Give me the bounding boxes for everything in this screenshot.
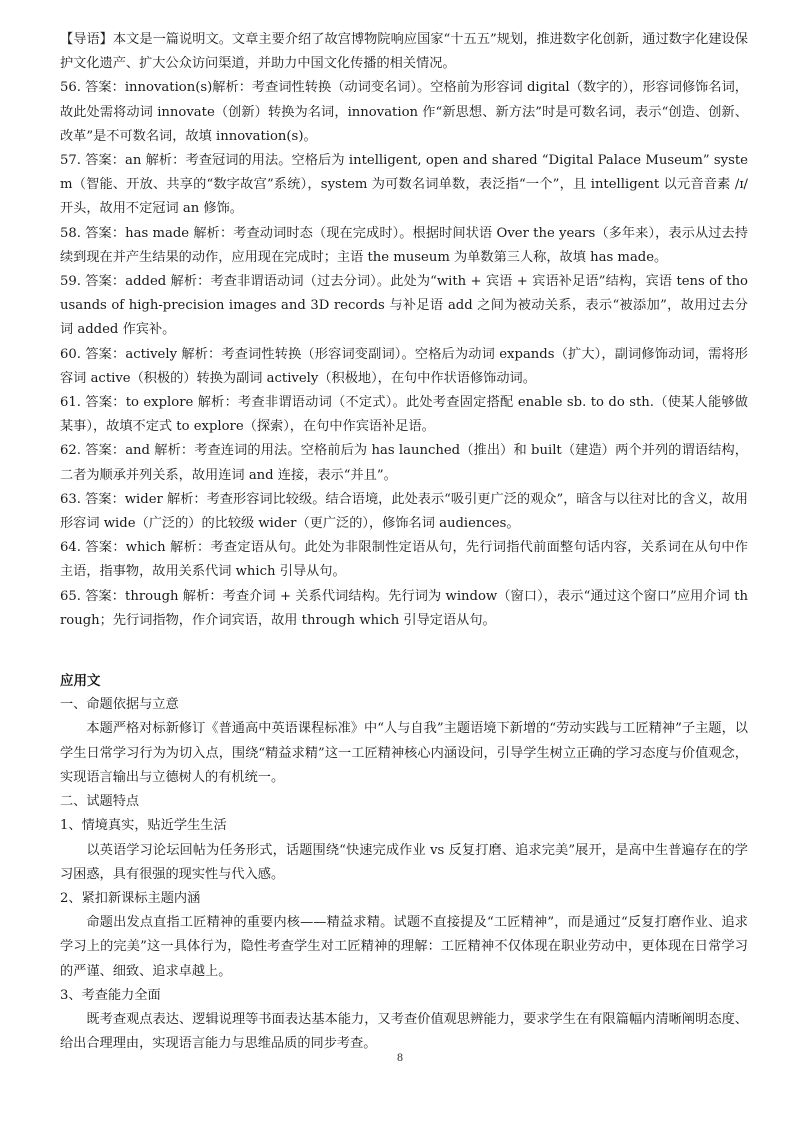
answer-65: 65. 答案：through 解析：考查介词 + 关系代词结构。先行词为 window（窗口），表示“通过这个窗口”应用介词 through；先行词指物，作介词宾语，故用 through which 引导定语从句。 (60, 588, 748, 628)
answer-63: 63. 答案：wider 解析：考查形容词比较级。结合语境，此处表示“吸引更广泛的观众”，暗含与以往对比的含义，故用形容词 wide（广泛的）的比较级 wider（更广泛的），修饰名词 audiences。 (60, 491, 748, 532)
point1-body: 以英语学习论坛回帖为任务形式，话题围绕“快速完成作业 vs 反复打磨、追求完美”展开，是高中生普遍存在的学习困惑，具有很强的现实性与代入感。 (60, 842, 748, 882)
part1-body: 本题严格对标新修订《普通高中英语课程标准》中“人与自我”主题语境下新增的“劳动实践与工匠精神”子主题，以学生日常学习行为为切入点，围绕“精益求精”这一工匠精神核心内涵设问，引导学生树立正确的学习态度与价值观念，实现语言输出与立德树人的有机统一。 (60, 721, 748, 785)
point2-title: 2、紧扣新课标主题内涵 (60, 890, 201, 906)
section-gap (60, 633, 748, 669)
answer-64: 64. 答案：which 解析：考查定语从句。此处为非限制性定语从句，先行词指代前面整句话内容，关系词在从句中作主语，指事物，故用关系代词 which 引导从句。 (60, 540, 748, 580)
point3-title: 3、考查能力全面 (60, 987, 161, 1003)
answer-59: 59. 答案：added 解析：考查非谓语动词（过去分词）。此处为“with + 宾语 + 宾语补足语”结构，宾语 tens of thousands of high-precision images and 3D records 与补足语 add 之间为被动关系，表示“被添加”，故用过去分词 added 作宾补。 (60, 274, 748, 338)
section-title: 应用文 (60, 673, 101, 690)
point2-body: 命题出发点直指工匠精神的重要内核——精益求精。试题不直接提及“工匠精神”，而是通过“反复打磨作业、追求学习上的完美”这一具体行为，隐性考查学生对工匠精神的理解：工匠精神不仅体现在职业劳动中，更体现在日常学习的严谨、细致、追求卓越上。 (60, 915, 748, 979)
answer-62: 62. 答案：and 解析：考查连词的用法。空格前后为 has launched（推出）和 built（建造）两个并列的谓语结构，二者为顺承并列关系，故用连词 and 连接，表示“并且”。 (60, 443, 748, 483)
point3-body: 既考查观点表达、逻辑说理等书面表达基本能力，又考查价值观思辨能力，要求学生在有限篇幅内清晰阐明态度、给出合理理由，实现语言能力与思维品质的同步考查。 (60, 1011, 748, 1052)
page-number: 8 (397, 1050, 403, 1064)
intro-paragraph: 【导语】本文是一篇说明文。文章主要介绍了故宫博物院响应国家“十五五”规划，推进数字化创新，通过数字化建设保护文化遗产、扩大公众访问渠道，并助力中国文化传播的相关情况。 (60, 32, 748, 72)
answer-61: 61. 答案：to explore 解析：考查非谓语动词（不定式）。此处考查固定搭配 enable sb. to do sth.（使某人能够做某事），故填不定式 to explore（探索），在句中作宾语补足语。 (60, 395, 748, 435)
answer-58: 58. 答案：has made 解析：考查动词时态（现在完成时）。根据时间状语 Over the years（多年来），表示从过去持续到现在并产生结果的动作，应用现在完成时；主语 the museum 为单数第三人称，故填 has made。 (60, 225, 748, 265)
document-page (60, 28, 748, 1056)
answer-60: 60. 答案：actively 解析：考查词性转换（形容词变副词）。空格后为动词 expands（扩大），副词修饰动词，需将形容词 active（积极的）转换为副词 actively（积极地），在句中作状语修饰动词。 (60, 346, 748, 386)
point1-title: 1、情境真实，贴近学生生活 (60, 818, 227, 834)
answer-56: 56. 答案：innovation(s)解析：考查词性转换（动词变名词）。空格前为形容词 digital（数字的），形容词修饰名词，故此处需将动词 innovate（创新）转换为名词，innovation 作“新思想、新方法”时是可数名词，表示“创造、创新、改革”是不可数名词，故填 innovation(s)。 (60, 80, 748, 144)
answer-57: 57. 答案：an 解析：考查冠词的用法。空格后为 intelligent, open and shared “Digital Palace Museum” system（智能、开放、共享的“数字故宫”系统），system 为可数名词单数，表泛指“一个”，且 intelligent 以元音音素 /ɪ/ 开头，故用不定冠词 an 修饰。 (60, 153, 748, 217)
part2-title: 二、试题特点 (60, 794, 140, 810)
part1-title: 一、命题依据与立意 (60, 697, 179, 713)
